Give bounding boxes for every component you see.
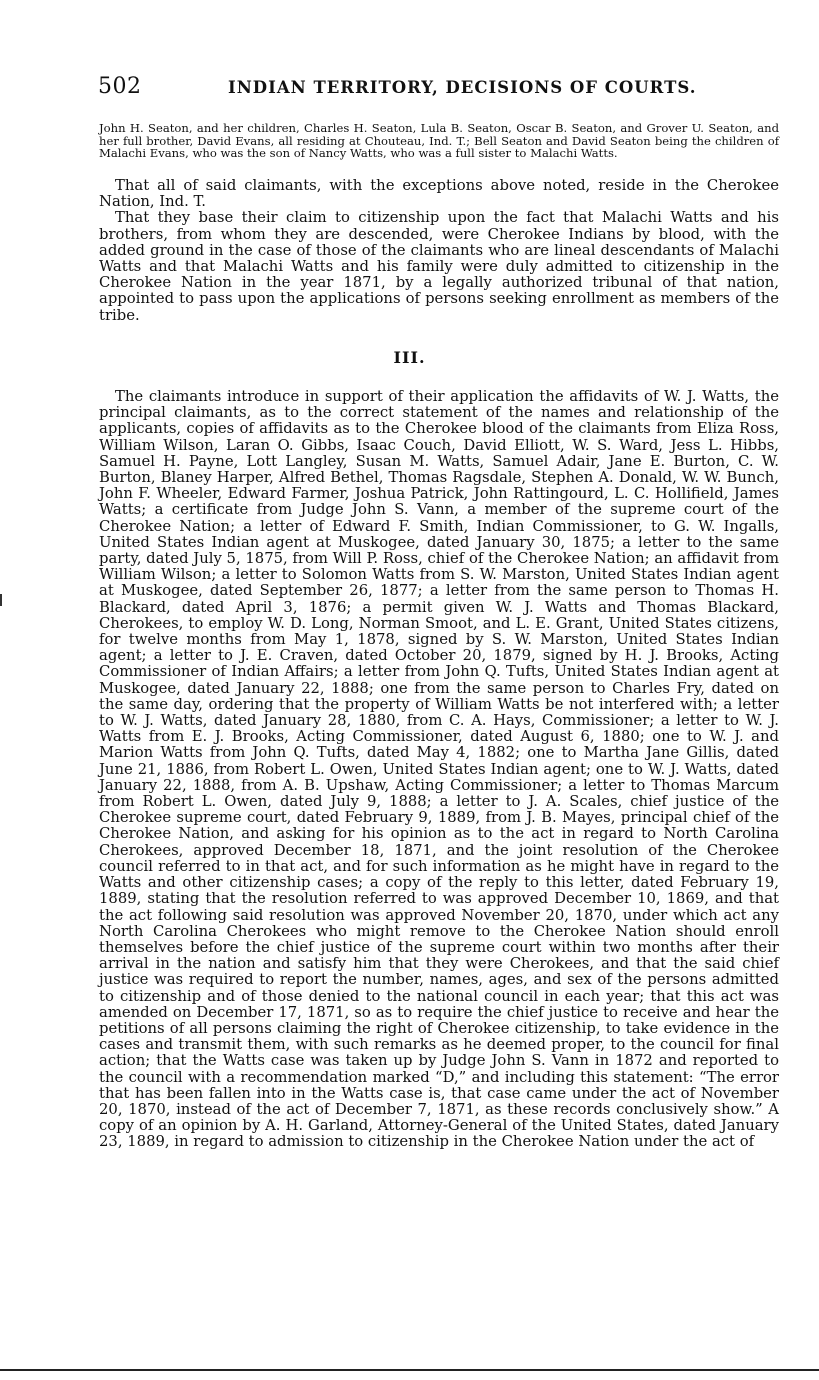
running-head: INDIAN TERRITORY, DECISIONS OF COURTS. <box>228 78 697 97</box>
intro-paragraph-small: John H. Seaton, and her children, Charles H. Seaton, Lula B. Seaton, Oscar B. Seaton, and Grover U. Seaton, and her full brother, David Evans, all residing at Chouteau, Ind. T.; Bell Seaton and David Seaton being the children of Malachi Evans, who was the son of Nancy Watts, who was a full sister to Malachi Watts. <box>99 121 779 160</box>
bottom-rule <box>0 1369 819 1371</box>
paragraph-evidence: The claimants introduce in support of their application the affidavits of W. J. Watts, the principal claimants, as to the correct statement of the names and relationship of the applicants, copies of affidavits as to the Cherokee blood of the claimants from Eliza Ross, William Wilson, Laran O. Gibbs, Isaac Couch, David Elliott, W. S. Ward, Jess L. Hibbs, Samuel H. Payne, Lott Langley, Susan M. Watts, Samuel Adair, Jane E. Burton, C. W. Burton, Blaney Harper, Alfred Bethel, Thomas Ragsdale, Stephen A. Donald, W. W. Bunch, John F. Wheeler, Edward Farmer, Joshua Patrick, John Rattingourd, L. C. Hollifield, James Watts; a certificate from Judge John S. Vann, a member of the supreme court of the Cherokee Nation; a letter of Edward F. Smith, Indian Commissioner, to G. W. Ingalls, United States Indian agent at Muskogee, dated January 30, 1875; a letter to the same party, dated July 5, 1875, from Will P. Ross, chief of the Cherokee Nation; an affidavit from William Wilson; a letter to Solomon Watts from S. W. Marston, United States Indian agent at Muskogee, dated September 26, 1877; a letter from the same person to Thomas H. Blackard, dated April 3, 1876; a permit given W. J. Watts and Thomas Blackard, Cherokees, to employ W. D. Long, Norman Smoot, and L. E. Grant, United States citizens, for twelve months from May 1, 1878, signed by S. W. Marston, United States Indian agent; a letter to J. E. Craven, dated October 20, 1879, signed by H. J. Brooks, Acting Commissioner of Indian Affairs; a letter from John Q. Tufts, United States Indian agent at Muskogee, dated January 22, 1888; one from the same person to Charles Fry, dated on the same day, ordering that the property of William Watts be not interfered with; a letter to W. J. Watts, dated January 28, 1880, from C. A. Hays, Commissioner; a letter to W. J. Watts from E. J. Brooks, Acting Commissioner, dated August 6, 1880; one to W. J. and Marion Watts from John Q. Tufts, dated May 4, 1882; one to Martha Jane Gillis, dated June 21, 1886, from Robert L. Owen, United States Indian agent; one to W. J. Watts, dated January 22, 1888, from A. B. Upshaw, Acting Commissioner; a letter to Thomas Marcum from Robert L. Owen, dated July 9, 1888; a letter to J. A. Scales, chief justice of the Cherokee supreme court, dated February 9, 1889, from J. B. Mayes, principal chief of the Cherokee Nation, and asking for his opinion as to the act in regard to North Carolina Cherokees, approved December 18, 1871, and the joint resolution of the Cherokee council referred to in that act, and for such information as he might have in regard to the Watts and other citizenship cases; a copy of the reply to this letter, dated February 19, 1889, stating that the resolution referred to was approved December 10, 1869, and that the act following said resolution was approved November 20, 1870, under which act any North Carolina Cherokees who might remove to the Cherokee Nation should enroll themselves before the chief justice of the supreme court within two months after their arrival in the nation and satisfy him that they were Cherokees, and that the said chief justice was required to report the number, names, ages, and sex of the persons admitted to citizenship and of those denied to the national council in each year; that this act was amended on December 17, 1871, so as to require the chief justice to receive and hear the petitions of all persons claiming the right of Cherokee citizenship, to take evidence in the cases and transmit them, with such remarks as he deemed proper, to the council for final action; that the Watts case was taken up by Judge John S. Vann in 1872 and reported to the council with a recommendation marked “D,” and including this statement: “The error that has been fallen into in the Watts case is, that case came under the act of November 20, 1870, instead of the act of December 7, 1871, as these records conclusively show.” A copy of an opinion by A. H. Garland, Attorney-General of the United States, dated January 23, 1889, in regard to admission to citizenship in the Cherokee Nation under the act of <box>99 388 779 1151</box>
body-text-top <box>99 178 779 324</box>
paragraph-claim: That they base their claim to citizenship upon the fact that Malachi Watts and his brothers, from whom they are descended, were Cherokee Indians by blood, with the added ground in the case of those of the claimants who are lineal descendants of Malachi Watts and that Malachi Watts and his family were duly admitted to citizenship in the Cherokee Nation in the year 1871, by a legally authorized tribunal of that nation, appointed to pass upon the applications of persons seeking enrollment as members of the tribe. <box>99 209 779 324</box>
section-heading: III. <box>393 348 426 367</box>
paragraph-residence: That all of said claimants, with the exceptions above noted, reside in the Cherokee Nation, Ind. T. <box>99 177 779 211</box>
page-header <box>98 74 788 104</box>
body-text-evidence <box>99 389 779 1151</box>
margin-mark <box>0 594 8 606</box>
page-number: 502 <box>98 74 142 99</box>
